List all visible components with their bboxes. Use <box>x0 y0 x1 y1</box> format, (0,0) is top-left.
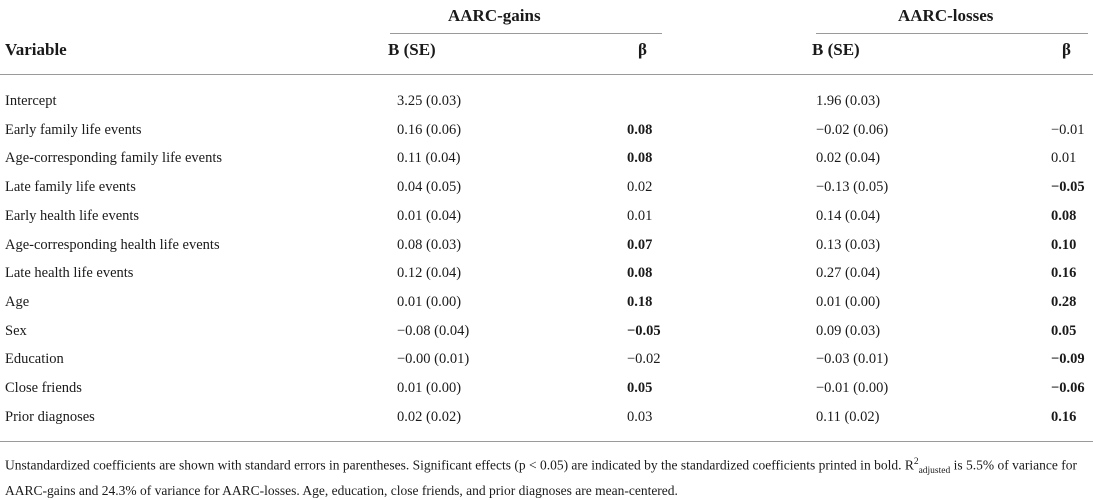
cell-gains-beta: 0.08 <box>627 265 653 281</box>
cell-gains-b: 0.02 (0.02) <box>397 409 462 425</box>
cell-gains-beta: −0.05 <box>627 323 661 339</box>
cell-losses-beta: 0.28 <box>1051 294 1077 310</box>
header-rule <box>0 74 1093 75</box>
cell-losses-b: −0.03 (0.01) <box>816 351 889 367</box>
cell-losses-b: 0.09 (0.03) <box>816 323 881 339</box>
group-header-losses: AARC-losses <box>898 6 994 25</box>
cell-losses-b: 0.01 (0.00) <box>816 294 881 310</box>
cell-variable: Late health life events <box>5 265 134 281</box>
cell-gains-b: 0.01 (0.00) <box>397 294 462 310</box>
cell-gains-b: 3.25 (0.03) <box>397 93 462 109</box>
cell-variable: Age-corresponding health life events <box>5 237 220 253</box>
cell-variable: Sex <box>5 323 27 339</box>
cell-gains-beta: 0.08 <box>627 150 653 166</box>
cell-losses-beta: −0.05 <box>1051 179 1085 195</box>
col-header-gains-beta: β <box>638 40 647 59</box>
cell-variable: Education <box>5 351 64 367</box>
cell-variable: Late family life events <box>5 179 136 195</box>
cell-variable: Early family life events <box>5 122 142 138</box>
group-underline-losses <box>816 33 1088 34</box>
cell-losses-beta: 0.01 <box>1051 150 1077 166</box>
cell-gains-b: 0.12 (0.04) <box>397 265 462 281</box>
footnote-sub: adjusted <box>918 466 951 477</box>
cell-variable: Early health life events <box>5 208 140 224</box>
cell-losses-b: −0.01 (0.00) <box>816 380 889 396</box>
cell-variable: Age <box>5 294 30 310</box>
cell-gains-b: 0.01 (0.00) <box>397 380 462 396</box>
cell-gains-beta: 0.07 <box>627 237 653 253</box>
cell-gains-b: 0.08 (0.03) <box>397 237 462 253</box>
cell-losses-b: 1.96 (0.03) <box>816 93 881 109</box>
cell-losses-b: 0.11 (0.02) <box>816 409 880 425</box>
cell-variable: Prior diagnoses <box>5 409 95 425</box>
col-header-variable: Variable <box>5 40 67 59</box>
cell-losses-beta: 0.08 <box>1051 208 1077 224</box>
cell-losses-beta: 0.16 <box>1051 265 1077 281</box>
cell-variable: Close friends <box>5 380 82 396</box>
cell-gains-beta: 0.05 <box>627 380 653 396</box>
cell-variable: Intercept <box>5 93 57 109</box>
cell-losses-b: −0.02 (0.06) <box>816 122 889 138</box>
cell-gains-b: −0.08 (0.04) <box>397 323 470 339</box>
cell-gains-b: 0.16 (0.06) <box>397 122 462 138</box>
cell-gains-beta: 0.02 <box>627 179 653 195</box>
cell-gains-beta: 0.01 <box>627 208 653 224</box>
cell-losses-beta: 0.16 <box>1051 409 1077 425</box>
footnote-sup: 2 <box>913 457 919 467</box>
cell-losses-b: 0.14 (0.04) <box>816 208 881 224</box>
cell-losses-beta: −0.09 <box>1051 351 1085 367</box>
cell-losses-beta: 0.10 <box>1051 237 1077 253</box>
col-header-losses-b: B (SE) <box>812 40 860 59</box>
cell-gains-beta: 0.03 <box>627 409 653 425</box>
footnote-text-2: is 5.5% of variance for AARC-gains and 24.3% of variance for AARC-losses. Age, education, close friends, and prior diagnoses are mean-centered. <box>5 457 1077 499</box>
footnote-text-1: Unstandardized coefficients are shown with standard errors in parentheses. Significant effects (p < 0.05) are indicated by the standardized coefficients printed in bold. R <box>5 457 914 473</box>
cell-gains-beta: 0.08 <box>627 122 653 138</box>
cell-losses-b: 0.27 (0.04) <box>816 265 881 281</box>
cell-gains-beta: −0.02 <box>627 351 661 367</box>
cell-losses-b: 0.13 (0.03) <box>816 237 881 253</box>
cell-losses-beta: −0.06 <box>1051 380 1085 396</box>
cell-gains-b: −0.00 (0.01) <box>397 351 470 367</box>
col-header-losses-beta: β <box>1062 40 1071 59</box>
cell-gains-b: 0.04 (0.05) <box>397 179 462 195</box>
cell-losses-beta: −0.01 <box>1051 122 1085 138</box>
cell-variable: Age-corresponding family life events <box>5 150 223 166</box>
cell-losses-beta: 0.05 <box>1051 323 1077 339</box>
group-underline-gains <box>390 33 662 34</box>
cell-gains-beta: 0.18 <box>627 294 653 310</box>
cell-gains-b: 0.01 (0.04) <box>397 208 462 224</box>
group-header-gains: AARC-gains <box>448 6 541 25</box>
cell-gains-b: 0.11 (0.04) <box>397 150 461 166</box>
table-bottom-rule <box>0 441 1093 442</box>
col-header-gains-b: B (SE) <box>388 40 436 59</box>
cell-losses-b: −0.13 (0.05) <box>816 179 889 195</box>
cell-losses-b: 0.02 (0.04) <box>816 150 881 166</box>
